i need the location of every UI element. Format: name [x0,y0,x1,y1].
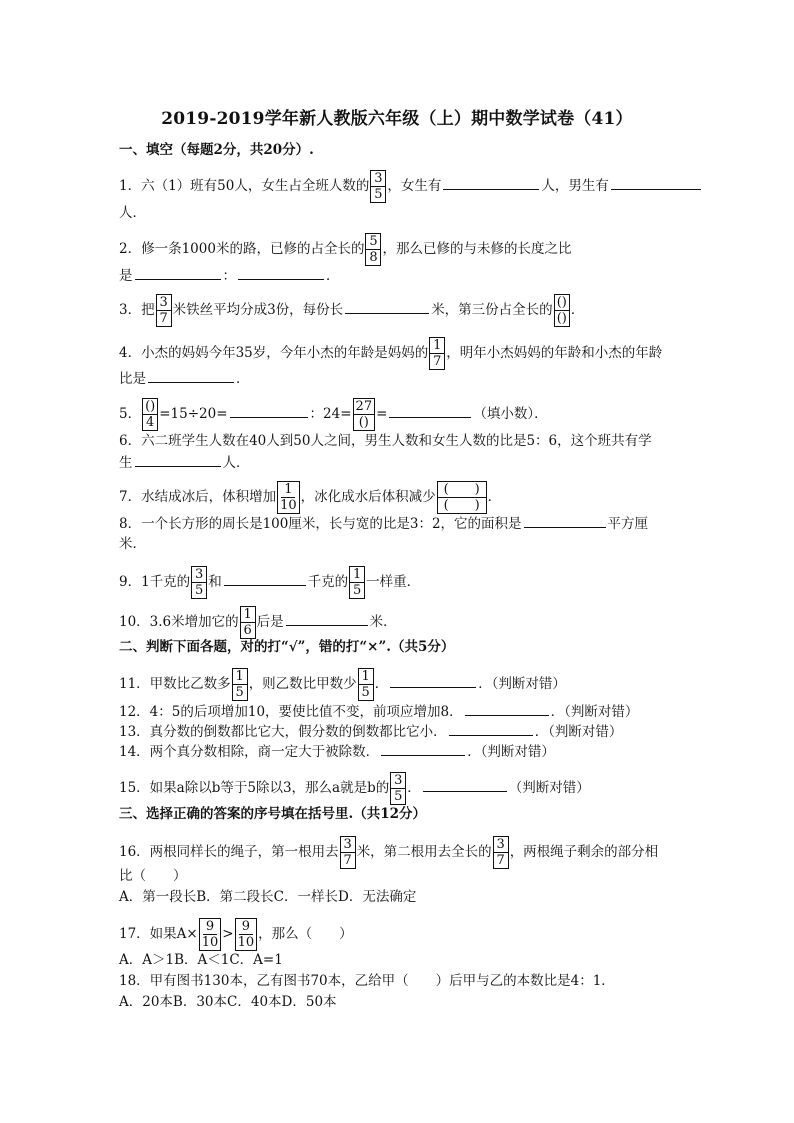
question-6-cont: 生 人． [119,452,250,473]
question-16-cont: 比（ ） [119,868,187,884]
fraction: $\frac{9}{10}$ [235,918,258,951]
answer-blank[interactable] [423,777,507,792]
answer-blank[interactable] [345,299,429,314]
question-4-cont: 比是 ． [119,368,250,389]
fraction: $\frac{1}{7}$ [429,337,445,370]
answer-blank[interactable] [148,368,234,383]
fraction: $\frac{3}{5}$ [191,566,207,599]
fraction: $\frac{3}{7}$ [340,836,356,869]
fraction: $\frac{1}{5}$ [349,566,365,599]
question-9: 9．1千克的 $\frac{3}{5}$ 和 千克的 $\frac{1}{5}$ 一样重． [119,567,421,598]
section-1-heading: 一、填空（每题2分，共20分）. [119,142,314,158]
answer-blank[interactable] [286,611,368,626]
fraction: $\frac{9}{10}$ [199,918,222,951]
answer-blank[interactable] [611,175,701,190]
question-18-options: A．20本B．30本C．40本D．50本 [119,994,337,1010]
fraction-blank[interactable]: $\frac{()}{4}$ [142,398,158,431]
fraction: $\frac{5}{8}$ [365,233,381,266]
question-1-cont: 人． [119,205,146,221]
answer-blank[interactable] [524,513,606,528]
answer-blank[interactable] [224,571,306,586]
fraction: $\frac{1}{6}$ [240,606,256,639]
fraction: $\frac{3}{5}$ [370,170,386,203]
fraction: $\frac{3}{7}$ [493,836,509,869]
answer-blank[interactable] [465,701,549,716]
fraction: $\frac{3}{7}$ [156,294,172,327]
question-8: 8．一个长方形的周长是100厘米，长与宽的比是3：2，它的面积是 平方厘 [119,513,648,534]
question-16-options: A．第一段长B．第二段长C．一样长D．无法确定 [119,889,417,905]
answer-blank[interactable] [390,673,476,688]
question-2-cont: 是 ： ． [119,265,340,286]
question-8-cont: 米． [119,536,146,552]
question-2: 2．修一条1000米的路，已修的占全长的 $\frac{5}{8}$ ，那么已修的与未修的长度之比 [119,234,572,265]
fraction-blank[interactable]: $\frac{27}{()}$ [353,398,376,431]
question-15: 15．如果a除以b等于5除以3，那么a就是b的 $\frac{3}{5}$ ． （判断对错） [119,773,590,804]
section-2-heading: 二、判断下面各题，对的打“√”，错的打“×”.（共5分） [119,639,455,655]
page-title: 2019-2019学年新人教版六年级（上）期中数学试卷（41） [161,109,633,129]
question-6: 6．六二班学生人数在40人到50人之间，男生人数和女生人数的比是5：6，这个班共有学 [119,433,652,449]
answer-blank[interactable] [381,741,465,756]
question-18: 18．甲有图书130本，乙有图书70本，乙给甲（ ）后甲与乙的本数比是4：1． [119,973,615,989]
answer-blank[interactable] [389,403,471,418]
question-13: 13．真分数的倒数都比它大，假分数的倒数都比它小． ．（判断对错） [119,721,622,742]
question-14: 14．两个真分数相除，商一定大于被除数． ．（判断对错） [119,741,555,762]
answer-blank[interactable] [238,265,324,280]
question-10: 10．3.6米增加它的 $\frac{1}{6}$ 后是 米． [119,607,397,638]
fraction-blank[interactable]: $\frac{( )}{( )}$ [437,481,487,514]
fraction: $\frac{3}{5}$ [390,772,406,805]
fraction: $\frac{1}{10}$ [277,481,300,514]
question-17: 17．如果A× $\frac{9}{10}$ > $\frac{9}{10}$ ，那么（ ） [119,919,353,950]
answer-blank[interactable] [135,265,221,280]
question-12: 12．4：5的后项增加10，要使比值不变，前项应增加8． ．（判断对错） [119,701,638,722]
question-11: 11．甲数比乙数多 $\frac{1}{5}$ ，则乙数比甲数少 $\frac{1}{5}$ ． ．（判断对错） [119,669,566,700]
section-3-heading: 三、选择正确的答案的序号填在括号里.（共12分） [119,806,426,822]
answer-blank[interactable] [135,452,221,467]
question-5: 5． $\frac{()}{4}$ =15÷20= ：24= $\frac{27}{()}$ = （填小数）． [119,399,548,430]
question-4: 4．小杰的妈妈今年35岁，今年小杰的年龄是妈妈的 $\frac{1}{7}$ ，明年小杰妈妈的年龄和小杰的年龄 [119,338,663,369]
answer-blank[interactable] [449,721,533,736]
fraction: $\frac{1}{5}$ [232,668,248,701]
fraction: $\frac{1}{5}$ [358,668,374,701]
answer-blank[interactable] [443,175,539,190]
question-3: 3．把 $\frac{3}{7}$ 米铁丝平均分成3份，每份长 米，第三份占全长的 $\frac{()}{()}$ ． [119,295,585,326]
question-17-options: A．A＞1B．A＜1C．A=1 [119,952,283,968]
question-16: 16．两根同样长的绳子，第一根用去 $\frac{3}{7}$ 米，第二根用去全长的 $\frac{3}{7}$ ，两根绳子剩余的部分相 [119,837,659,868]
fraction-blank[interactable]: $\frac{()}{()}$ [554,294,570,327]
question-7: 7．水结成冰后，体积增加 $\frac{1}{10}$ ，冰化成水后体积减少 $\frac{( )}{( )}$ ． [119,482,502,513]
question-1: 1．六（1）班有50人，女生占全班人数的 $\frac{3}{5}$ ，女生有 人，男生有 [119,170,703,203]
answer-blank[interactable] [230,403,308,418]
